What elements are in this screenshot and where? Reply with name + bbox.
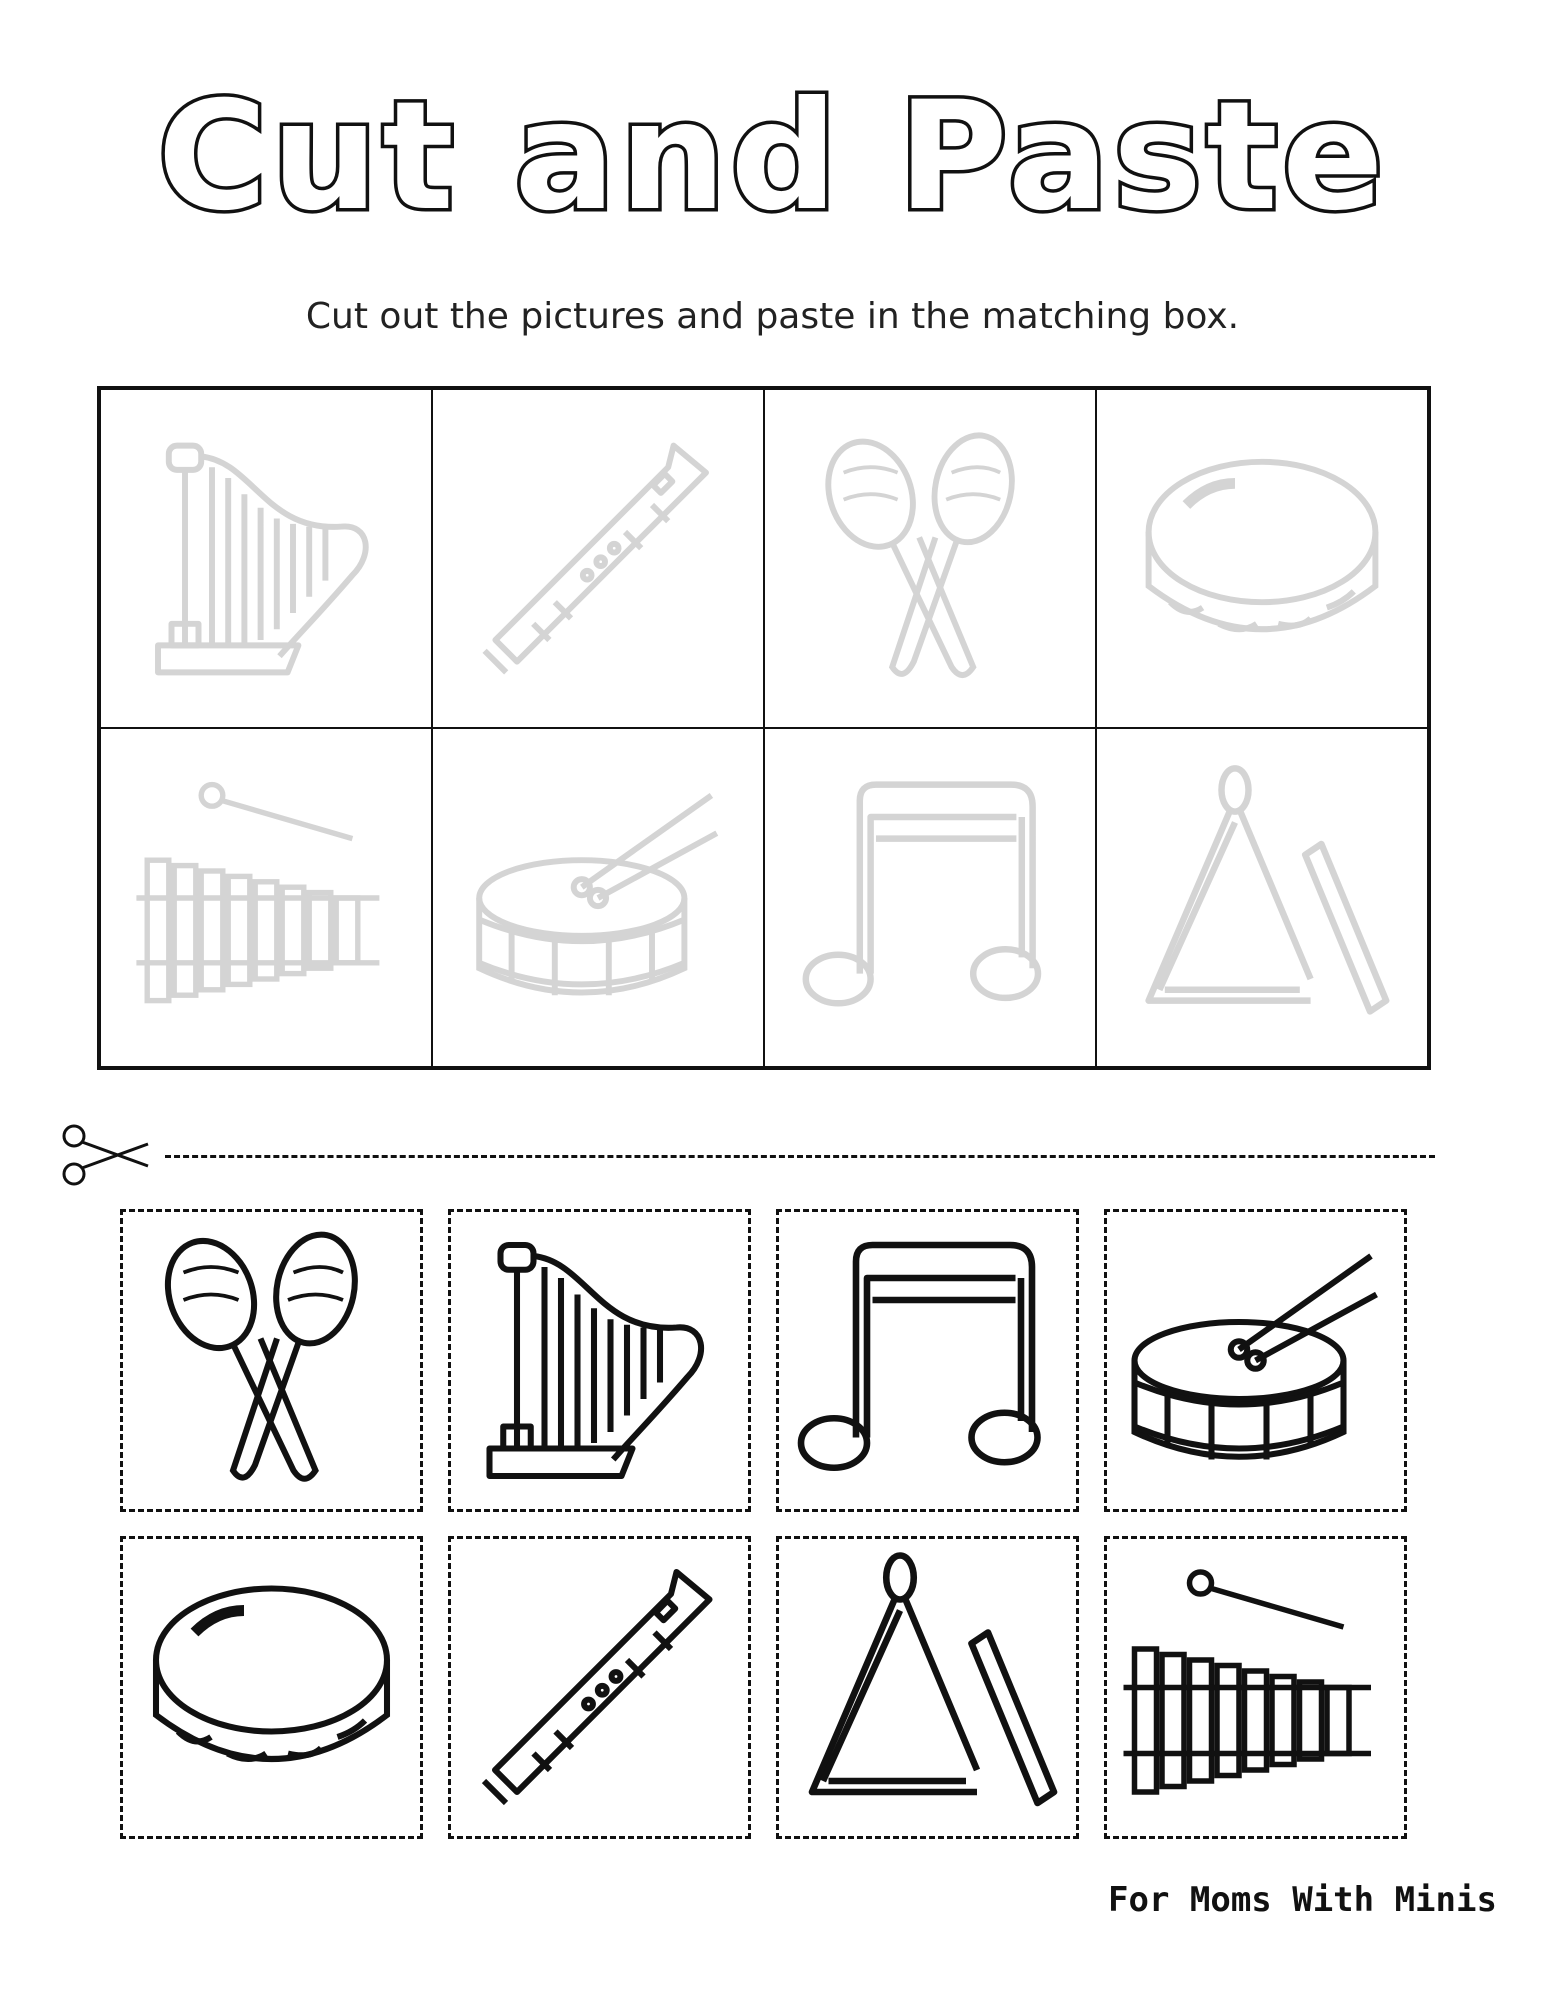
cut-piece-music-notes[interactable] bbox=[776, 1209, 1079, 1512]
cut-piece-maracas[interactable] bbox=[120, 1209, 423, 1512]
cut-piece-xylophone[interactable] bbox=[1104, 1536, 1407, 1839]
drum-icon bbox=[1118, 1223, 1393, 1498]
triangle-icon bbox=[790, 1550, 1065, 1825]
recorder-icon bbox=[463, 424, 733, 694]
maracas-icon bbox=[134, 1223, 409, 1498]
brand-footer: For Moms With Minis bbox=[1108, 1880, 1497, 1920]
cut-piece-harp[interactable] bbox=[448, 1209, 751, 1512]
match-box-xylophone[interactable] bbox=[100, 728, 432, 1067]
harp-icon bbox=[131, 424, 401, 694]
drum-icon bbox=[463, 763, 733, 1033]
worksheet-title: Cut and Paste bbox=[157, 70, 1388, 244]
triangle-icon bbox=[1127, 763, 1397, 1033]
cut-piece-tambourine[interactable] bbox=[120, 1536, 423, 1839]
match-box-recorder[interactable] bbox=[432, 389, 764, 728]
match-box-triangle[interactable] bbox=[1096, 728, 1428, 1067]
xylophone-icon bbox=[1118, 1550, 1393, 1825]
music-notes-icon bbox=[790, 1223, 1065, 1498]
match-box-harp[interactable] bbox=[100, 389, 432, 728]
xylophone-icon bbox=[131, 763, 401, 1033]
music-notes-icon bbox=[795, 763, 1065, 1033]
tambourine-icon bbox=[1127, 424, 1397, 694]
cut-piece-drum[interactable] bbox=[1104, 1209, 1407, 1512]
harp-icon bbox=[462, 1223, 737, 1498]
matching-grid bbox=[97, 386, 1431, 1070]
match-box-drum[interactable] bbox=[432, 728, 764, 1067]
tambourine-icon bbox=[134, 1550, 409, 1825]
match-box-maracas[interactable] bbox=[764, 389, 1096, 728]
maracas-icon bbox=[795, 424, 1065, 694]
cut-piece-recorder[interactable] bbox=[448, 1536, 751, 1839]
cut-piece-triangle[interactable] bbox=[776, 1536, 1079, 1839]
match-box-tambourine[interactable] bbox=[1096, 389, 1428, 728]
match-box-music-notes[interactable] bbox=[764, 728, 1096, 1067]
cut-line bbox=[165, 1155, 1435, 1158]
recorder-icon bbox=[462, 1550, 737, 1825]
instructions: Cut out the pictures and paste in the matching box. bbox=[305, 296, 1240, 337]
scissors-icon bbox=[60, 1122, 152, 1188]
